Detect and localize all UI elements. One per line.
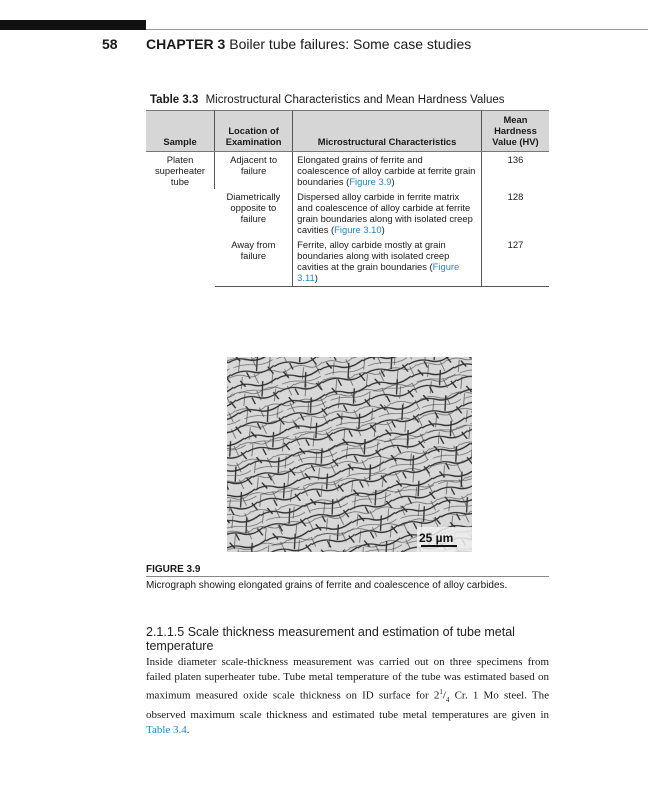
location-cell: Diametrically opposite to failure (226, 191, 281, 224)
body-text-part: Cr. 1 Mo steel. The observed maximum scale thickness and estimated tube metal temperatures are given in (146, 689, 549, 721)
hardness-table (146, 110, 549, 287)
sample-cell: Platen superheater tube (154, 154, 206, 187)
micrograph-image (227, 357, 472, 552)
hardness-cell: 128 (481, 189, 549, 237)
figure-link[interactable]: Figure 3.11 (297, 261, 460, 283)
body-text-end: . (186, 723, 190, 736)
col-header-sample: Sample (146, 111, 215, 152)
characteristics-text: Dispersed alloy carbide in ferrite matrix and coalescence of alloy carbide at ferrite grain boundaries along with isolated creep cavities ( (297, 191, 473, 235)
col-header-location: Location of Examination (215, 111, 293, 152)
characteristics-cell (293, 189, 482, 237)
table-caption (150, 94, 504, 106)
col-header-hardness: Mean Hardness Value (HV) (481, 111, 549, 152)
figure-link[interactable]: Figure 3.10 (334, 224, 382, 235)
characteristics-text: Elongated grains of ferrite and coalescence of alloy carbide at ferrite grain boundaries ( (297, 154, 476, 187)
hardness-cell: 127 (481, 237, 549, 287)
table-header-row (146, 111, 549, 152)
paren-close: ) (391, 176, 395, 187)
fraction-numerator: 1 (439, 688, 443, 696)
table-label: Table 3.3 (150, 94, 199, 106)
figure-link[interactable]: Figure 3.9 (349, 176, 392, 187)
section-heading: 2.1.1.5 Scale thickness measurement and estimation of tube metal temperature (146, 625, 515, 653)
running-head (146, 36, 471, 52)
paren-close: ) (314, 272, 318, 283)
page-number: 58 (102, 36, 118, 52)
figure-rule (146, 576, 549, 577)
figure-caption: Micrograph showing elongated grains of ferrite and coalescence of alloy carbides. (146, 580, 508, 591)
characteristics-cell (293, 152, 482, 190)
characteristics-text: Ferrite, alloy carbide mostly at grain boundaries along with isolated creep cavities at the grain boundaries ( (297, 239, 450, 272)
location-cell: Adjacent to failure (215, 152, 293, 190)
col-header-characteristics: Microstructural Characteristics (293, 111, 482, 152)
scale-bar-label: 25 µm (419, 531, 454, 545)
header-rule (146, 29, 648, 30)
paren-close: ) (381, 224, 385, 235)
location-cell: Away from failure (215, 237, 293, 287)
table-row (146, 152, 549, 190)
chapter-title: Boiler tube failures: Some case studies (229, 36, 472, 52)
characteristics-cell (293, 237, 482, 287)
body-text-part: Inside diameter scale-thickness measurement was carried out on three specimens from failed platen superheater tube. Tube metal temperature of the tube was estimated based on maximum measured oxide scale thickness on ID surface for 2 (146, 656, 549, 702)
table-link[interactable]: Table 3.4 (146, 723, 187, 736)
body-paragraph: Inside diameter scale-thickness measurement was carried out on three specimens from failed platen superheater tube. Tube metal temperature of the tube was estimated based on maximum measured oxide scale thickness on ID surface for $2^1/_4$ Cr. 1 Mo steel. The observed maximum scale thickness and estimated tube metal temperatures are given in Table 3.4. (146, 656, 549, 736)
header-bar (0, 20, 146, 30)
scale-bar (421, 545, 457, 547)
figure-label: FIGURE 3.9 (146, 564, 201, 575)
fraction-denominator: 4 (445, 695, 450, 704)
hardness-cell: 136 (481, 152, 549, 190)
table-title: Microstructural Characteristics and Mean Hardness Values (205, 94, 505, 106)
chapter-label: CHAPTER 3 (146, 36, 226, 52)
